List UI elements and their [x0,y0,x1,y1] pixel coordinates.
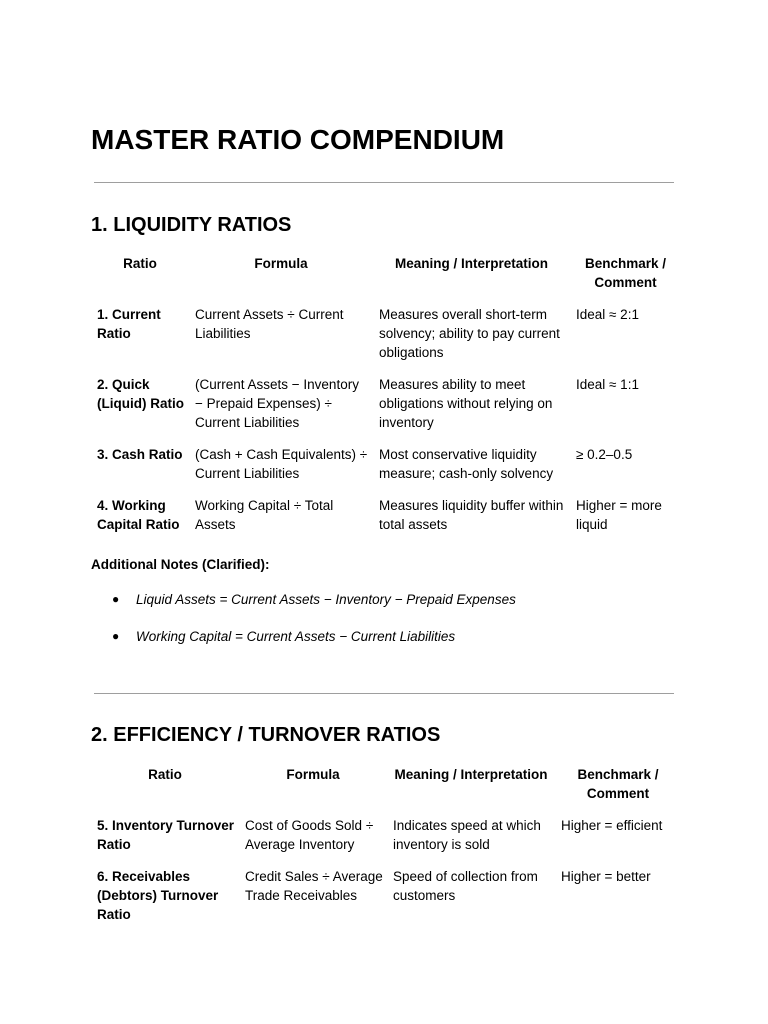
document-title: MASTER RATIO COMPENDIUM [91,124,505,155]
meaning-cell: Measures ability to meet obligations without relying on inventory [379,377,553,430]
column-header-meaning: Meaning / Interpretation [394,256,548,271]
ratio-name-cell: 6. Receivables (Debtors) Turnover Ratio [97,869,219,922]
ratio-name-cell: 5. Inventory Turnover Ratio [97,818,235,852]
meaning-cell: Most conservative liquidity measure; cash-only solvency [379,447,554,481]
notes-list [112,590,516,664]
column-header-formula: Formula [286,767,340,782]
benchmark-cell: Higher = more liquid [576,498,662,532]
benchmark-cell: Ideal ≈ 1:1 [576,377,639,392]
list-item [112,627,516,664]
formula-cell: (Current Assets − Inventory − Prepaid Expenses) ÷ Current Liabilities [195,377,359,430]
table-row [91,445,681,496]
table-row [91,305,681,375]
note-text: Liquid Assets = Current Assets − Inventory − Prepaid Expenses [136,592,516,607]
meaning-cell: Measures overall short-term solvency; ability to pay current obligations [379,307,560,360]
bullet-icon: ● [112,592,120,606]
column-header-ratio: Ratio [123,256,157,271]
benchmark-cell: Higher = efficient [561,818,663,833]
note-text: Working Capital = Current Assets − Current Liabilities [136,629,456,644]
formula-cell: Credit Sales ÷ Average Trade Receivables [245,869,383,903]
section-heading-efficiency: 2. EFFICIENCY / TURNOVER RATIOS [91,724,441,746]
column-header-formula: Formula [254,256,308,271]
bullet-icon: ● [112,629,120,643]
table-row [91,867,681,937]
table-row [91,816,681,867]
liquidity-ratios-table [91,254,681,547]
efficiency-ratios-table [91,765,681,937]
divider [94,182,674,183]
column-header-ratio: Ratio [148,767,182,782]
formula-cell: Current Assets ÷ Current Liabilities [195,307,344,341]
meaning-cell: Measures liquidity buffer within total assets [379,498,564,532]
ratio-name-cell: 2. Quick (Liquid) Ratio [97,377,184,411]
table-row [91,375,681,445]
table-row [91,496,681,547]
ratio-name-cell: 4. Working Capital Ratio [97,498,180,532]
benchmark-cell: Ideal ≈ 2:1 [576,307,639,322]
benchmark-cell: Higher = better [561,869,651,884]
table-header-row [91,254,681,305]
formula-cell: Cost of Goods Sold ÷ Average Inventory [245,818,374,852]
ratio-name-cell: 3. Cash Ratio [97,447,183,462]
benchmark-cell: ≥ 0.2–0.5 [576,447,633,462]
ratio-name-cell: 1. Current Ratio [97,307,161,341]
column-header-benchmark: Benchmark / Comment [577,767,659,801]
meaning-cell: Speed of collection from customers [393,869,538,903]
section-heading-liquidity: 1. LIQUIDITY RATIOS [91,214,292,236]
table-header-row [91,765,681,816]
formula-cell: (Cash + Cash Equivalents) ÷ Current Liabilities [195,447,368,481]
formula-cell: Working Capital ÷ Total Assets [195,498,334,532]
column-header-meaning: Meaning / Interpretation [394,767,548,782]
list-item [112,590,516,627]
notes-title: Additional Notes (Clarified): [91,557,270,572]
meaning-cell: Indicates speed at which inventory is sold [393,818,541,852]
divider [94,693,674,694]
column-header-benchmark: Benchmark / Comment [584,256,667,290]
